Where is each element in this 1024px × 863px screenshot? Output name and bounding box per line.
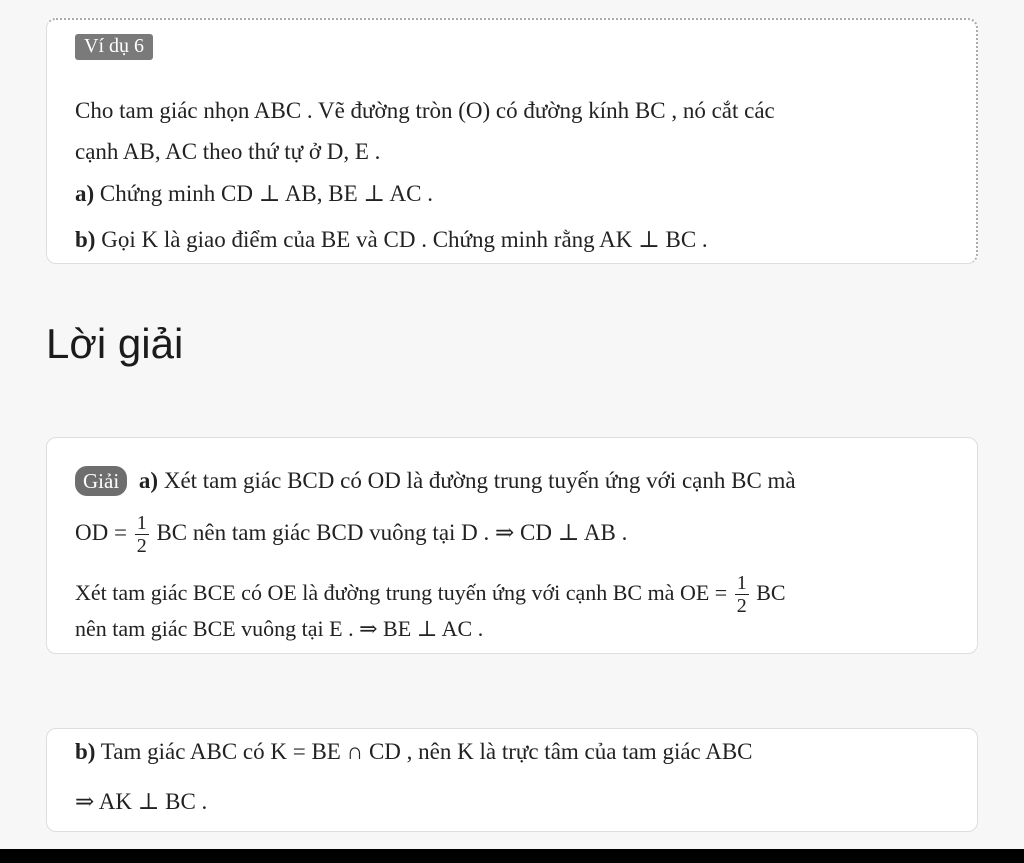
solution-b-label: b) <box>75 739 96 764</box>
fraction-numerator: 1 <box>136 512 147 535</box>
solution-a-line-1 <box>75 466 796 496</box>
solution-a-text-1: Xét tam giác BCD có OD là đường trung tuyến ứng với cạnh BC mà <box>163 468 796 493</box>
fraction-denominator-2: 2 <box>736 595 747 618</box>
problem-card <box>46 18 978 264</box>
solution-a-card <box>46 437 978 654</box>
problem-part-a <box>75 179 433 209</box>
od-equals: OD = <box>75 520 127 545</box>
solution-b-line-2: ⇒ AK ⊥ BC . <box>75 789 208 814</box>
solution-heading: Lời giải <box>46 320 184 367</box>
solution-a-text-2: BC nên tam giác BCD vuông tại D . ⇒ CD ⊥ AB . <box>156 520 628 545</box>
solution-tag: Giải <box>75 466 127 496</box>
solution-a-line-2 <box>75 506 627 560</box>
part-b-text: Gọi K là giao điểm của BE và CD . Chứng minh rằng AK ⊥ BC . <box>101 227 708 252</box>
solution-a-line-4: nên tam giác BCE vuông tại E . ⇒ BE ⊥ AC . <box>75 616 484 641</box>
fraction-denominator: 2 <box>136 535 147 558</box>
part-a-text: Chứng minh CD ⊥ AB, BE ⊥ AC . <box>99 181 433 206</box>
problem-part-b <box>75 225 708 255</box>
part-a-label: a) <box>75 181 95 206</box>
example-tag: Ví dụ 6 <box>75 34 153 60</box>
solution-a-text-3-suffix: BC <box>756 580 786 605</box>
solution-a-line-3 <box>75 566 786 620</box>
fraction-half <box>135 512 149 557</box>
solution-a-label: a) <box>138 468 159 493</box>
solution-b-card <box>46 728 978 832</box>
fraction-numerator-2: 1 <box>736 572 747 595</box>
problem-line-1: Cho tam giác nhọn ABC . Vẽ đường tròn (O) có đường kính BC , nó cắt các <box>75 98 775 123</box>
solution-a-text-3: Xét tam giác BCE có OE là đường trung tuyến ứng với cạnh BC mà OE = <box>75 580 728 605</box>
solution-b-line-1 <box>75 737 753 767</box>
solution-b-text-1: Tam giác ABC có K = BE ∩ CD , nên K là trực tâm của tam giác ABC <box>100 739 753 764</box>
fraction-half-2 <box>735 572 749 617</box>
problem-line-2: cạnh AB, AC theo thứ tự ở D, E . <box>75 139 381 164</box>
bottom-bar <box>0 849 1024 863</box>
part-b-label: b) <box>75 227 96 252</box>
